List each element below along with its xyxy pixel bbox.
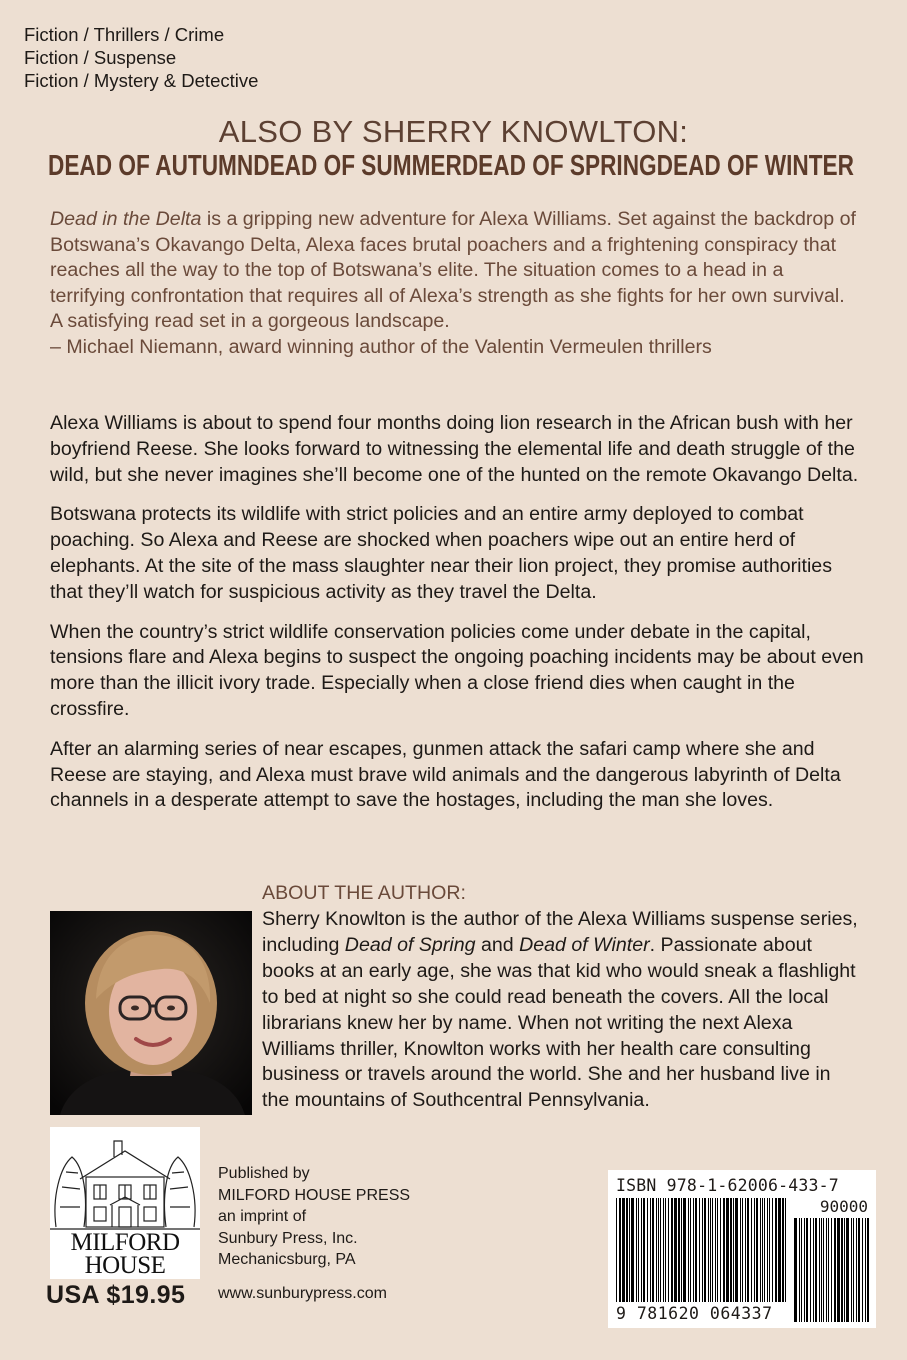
category-item: Fiction / Thrillers / Crime: [24, 24, 225, 45]
barcode-bar: [762, 1198, 763, 1302]
barcode-bar: [837, 1218, 840, 1322]
isbn-label: ISBN 978-1-62006-433-7: [616, 1176, 839, 1195]
about-text-segment: . Passionate about books at an early age, she was that kid who would sneak a flashlight to bed at night so she could read beneath the covers. All the local librarians knew her by name. When not writing the next Alexa Williams thriller, Knowlton works with her health care consulting business or travels around the world. She and her husband live in the mountains of Southcentral Pennsylvania.: [262, 933, 856, 1112]
barcode-bar: [751, 1198, 752, 1302]
barcode-bar: [702, 1198, 703, 1302]
barcode-bar: [668, 1198, 669, 1302]
review-body: is a gripping new adventure for Alexa Williams. Set against the backdrop of Botswana’s Okavango Delta, Alexa faces brutal poachers and a frightening conspiracy that reaches all the way to the top of Botswana’s elite. The situation comes to a head in a terrifying confrontation that requires all of Alexa’s strength as she fights for her own survival. A satisfying read set in a gorgeous landscape.: [50, 208, 856, 333]
barcode-bar: [760, 1198, 761, 1302]
barcode-bar: [671, 1198, 673, 1302]
description-paragraph: When the country’s strict wildlife conservation policies come under debate in the capital, tensions flare and Alexa begins to suspect the ongoing poaching incidents may be about even more than the illicit ivory trade. Especially when a close friend dies when caught in the crossfire.: [50, 620, 864, 720]
barcode-bar: [756, 1198, 758, 1302]
barcode-bar: [858, 1218, 860, 1322]
barcode-bar: [745, 1198, 746, 1302]
barcode-price-code: 90000: [819, 1197, 868, 1216]
barcode-bar: [726, 1198, 729, 1302]
about-text-segment: and: [475, 933, 520, 956]
barcode-bar: [715, 1198, 716, 1302]
barcode-bar: [730, 1198, 732, 1302]
about-book-title: Dead of Spring: [344, 933, 476, 956]
barcode-bar: [626, 1198, 628, 1302]
barcode-bar: [801, 1218, 802, 1322]
barcode-bar: [652, 1198, 654, 1302]
barcode-bar: [785, 1198, 786, 1302]
also-by-title: DEAD OF WINTER: [656, 150, 854, 182]
publisher-line: Mechanicsburg, PA: [218, 1251, 356, 1268]
barcode-bar: [690, 1198, 691, 1302]
barcode-bar: [681, 1198, 682, 1302]
barcode-bar: [663, 1198, 664, 1302]
barcode-bar: [740, 1198, 741, 1302]
publisher-logo: [50, 1127, 200, 1279]
barcode-bar: [643, 1198, 645, 1302]
barcode-bar: [819, 1218, 820, 1322]
barcode-bar: [693, 1198, 694, 1302]
barcode-bar: [660, 1198, 661, 1302]
publisher-logo-text: [50, 1231, 200, 1277]
also-by-titles: [48, 150, 854, 183]
barcode-bar: [650, 1198, 651, 1302]
isbn-barcode: [608, 1170, 876, 1328]
barcode-bar: [828, 1218, 829, 1322]
barcode-bar: [867, 1218, 869, 1322]
barcode-bar: [772, 1198, 773, 1302]
barcode-bar: [683, 1198, 686, 1302]
barcode-bar: [658, 1198, 659, 1302]
publisher-line: an imprint of: [218, 1208, 307, 1225]
also-by-title: DEAD OF AUTUMN: [48, 150, 254, 182]
barcode-bar: [616, 1198, 617, 1302]
barcode-bar: [844, 1218, 845, 1322]
logo-line: MILFORD: [70, 1229, 180, 1256]
barcode-bar: [806, 1218, 808, 1322]
barcode-bar: [782, 1198, 784, 1302]
barcode-bar: [862, 1218, 863, 1322]
barcode-bar: [629, 1198, 630, 1302]
barcode-bar: [636, 1198, 637, 1302]
barcode-bar: [794, 1218, 797, 1322]
barcode-bar: [767, 1198, 768, 1302]
also-by-heading: ALSO BY SHERRY KNOWLTON:: [218, 114, 689, 149]
barcode-bar: [810, 1218, 811, 1322]
description-paragraph: After an alarming series of near escapes, gunmen attack the safari camp where she and Reese are staying, and Alexa must brave wild animals and the dangerous labyrinth of Delta channels in a desperate attempt to save the hostages, including the man she loves.: [50, 737, 841, 812]
about-author-text: [262, 907, 862, 1114]
category-item: Fiction / Mystery & Detective: [24, 69, 259, 91]
barcode-bar: [826, 1218, 827, 1322]
about-author-paragraph: [262, 907, 862, 1114]
barcode-bar: [723, 1198, 725, 1302]
barcode-bar: [764, 1198, 765, 1302]
publisher-website: www.sunburypress.com: [218, 1285, 387, 1302]
publisher-line: MILFORD HOUSE PRESS: [218, 1186, 411, 1204]
barcode-bar: [619, 1198, 621, 1302]
also-by-title: DEAD OF SUMMER: [253, 150, 462, 182]
barcode-bar: [834, 1218, 836, 1322]
author-portrait-image: [50, 911, 252, 1115]
barcode-bar: [656, 1198, 657, 1302]
barcode-bar: [831, 1218, 832, 1322]
barcode-bar: [769, 1198, 770, 1302]
review-attribution: – Michael Niemann, award winning author of the Valentin Vermeulen thrillers: [50, 335, 712, 358]
about-book-title: Dead of Winter: [519, 933, 650, 956]
barcode-bar: [641, 1198, 642, 1302]
barcode-bar: [799, 1218, 800, 1322]
barcode-bar: [851, 1218, 852, 1322]
barcode-bar: [778, 1198, 781, 1302]
ean-digits: 9 781620 064337: [616, 1304, 773, 1323]
barcode-bar: [865, 1218, 866, 1322]
also-by-title: DEAD OF SPRING: [461, 150, 657, 182]
barcode-bar: [841, 1218, 843, 1322]
barcode-bar: [674, 1198, 677, 1302]
about-text-segment: Sherry Knowlton is the author of the Alexa Williams suspense series, including: [262, 908, 858, 956]
publisher-line: Published by: [218, 1165, 310, 1182]
barcode-bar: [695, 1198, 697, 1302]
barcode-bar: [754, 1198, 755, 1302]
publisher-line: Sunbury Press, Inc.: [218, 1229, 358, 1247]
category-item: Fiction / Suspense: [24, 46, 177, 68]
book-description: [50, 411, 870, 828]
barcode-bar: [622, 1198, 625, 1302]
price-label: USA $19.95: [46, 1281, 186, 1309]
barcode-bar: [699, 1198, 700, 1302]
barcode-bar: [717, 1198, 718, 1302]
barcode-bar: [704, 1198, 706, 1302]
review-text: [50, 207, 860, 335]
barcode-bar: [775, 1198, 777, 1302]
barcode-bar: [846, 1218, 849, 1322]
review-book-title: Dead in the Delta: [50, 208, 202, 230]
barcode-bar: [733, 1198, 734, 1302]
description-paragraph: Botswana protects its wildlife with strict policies and an entire army deployed to combat poaching. So Alexa and Reese are shocked when poachers wipe out an entire herd of elephants. At the site of the mass slaughter near their lion project, they promise authorities that they’ll watch for suspicious activity as they travel the Delta.: [50, 503, 832, 603]
barcode-bar: [631, 1198, 634, 1302]
barcode-bar: [720, 1198, 721, 1302]
publisher-info: [218, 1163, 410, 1271]
barcode-bar: [708, 1198, 709, 1302]
barcode-bar: [823, 1218, 824, 1322]
barcode-bar: [688, 1198, 689, 1302]
barcode-bar: [747, 1198, 749, 1302]
barcode-bar: [665, 1198, 666, 1302]
about-author-heading: ABOUT THE AUTHOR:: [262, 882, 466, 904]
author-photo: [50, 911, 252, 1115]
barcode-bar: [647, 1198, 648, 1302]
barcode-bar: [712, 1198, 713, 1302]
category-list: [24, 24, 258, 92]
barcode-bar: [735, 1198, 738, 1302]
barcode-bar: [853, 1218, 854, 1322]
barcode-bar: [678, 1198, 680, 1302]
barcode-bar: [710, 1198, 711, 1302]
barcode-bar: [638, 1198, 639, 1302]
barcode-bar: [815, 1218, 817, 1322]
barcode-bar: [821, 1218, 822, 1322]
review-blurb: [50, 207, 860, 361]
barcode-bar: [804, 1218, 805, 1322]
house-illustration-icon: [50, 1127, 200, 1231]
logo-line: HOUSE: [84, 1252, 166, 1279]
description-paragraph: Alexa Williams is about to spend four months doing lion research in the African bush with her boyfriend Reese. She looks forward to witnessing the elemental life and death struggle of the wild, but she never imagines she’ll become one of the hunted on the remote Okavango Delta.: [50, 412, 859, 486]
barcode-bar: [813, 1218, 814, 1322]
barcode-bar: [742, 1198, 743, 1302]
barcode-bar: [856, 1218, 857, 1322]
